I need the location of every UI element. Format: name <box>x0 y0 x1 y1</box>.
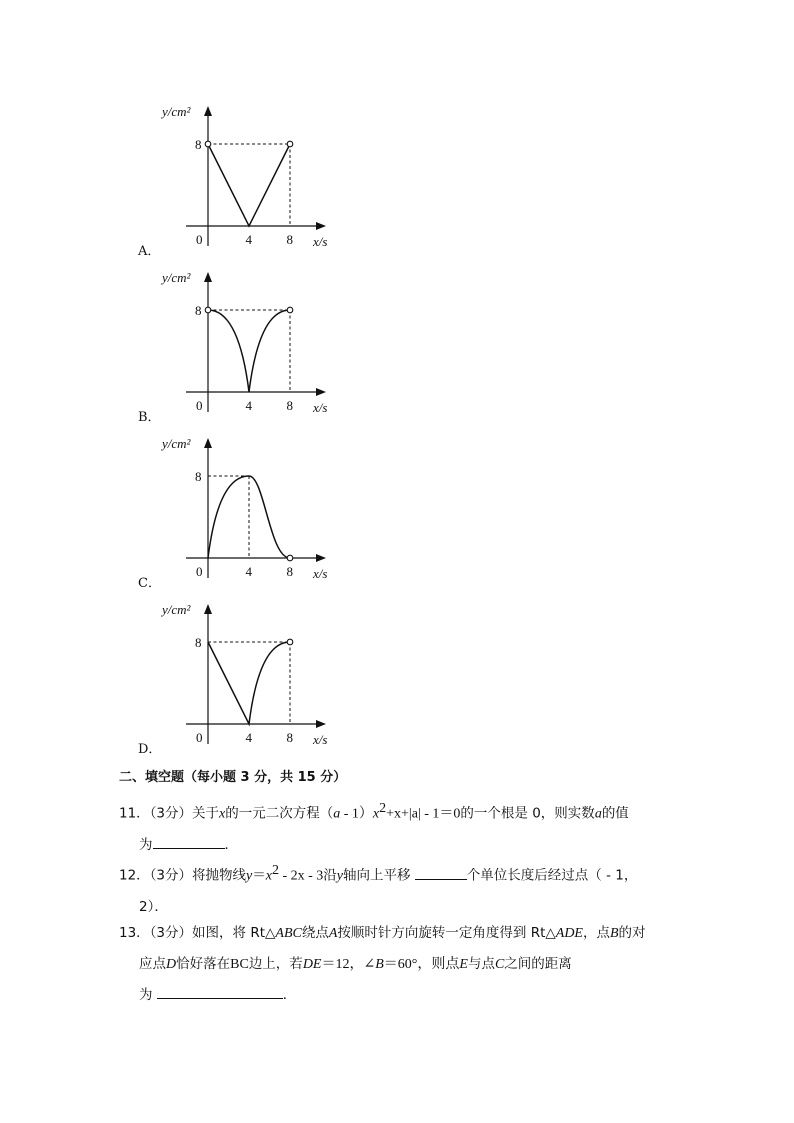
question-13 <box>119 918 679 1010</box>
q13-score: （3分） <box>149 925 193 941</box>
q12-number: 12． <box>119 867 150 884</box>
q13-number: 13． <box>119 925 150 941</box>
q11-text-2: 的一元二次方程（ <box>225 805 334 822</box>
graph-c-open-point-1 <box>287 555 293 561</box>
q12-text-2: ＝ <box>252 867 266 884</box>
graph-b-x-axis-label: x/s <box>313 400 328 415</box>
q12-sup: 2 <box>271 863 279 878</box>
graph-a-open-point-2 <box>287 141 293 147</box>
graph-a-curve <box>208 144 290 226</box>
q11-var-a2: a <box>594 806 602 822</box>
q13-B: B <box>609 926 619 941</box>
question-12 <box>119 856 679 922</box>
q13-text-14: ． <box>282 987 297 1003</box>
q11-text-3: - 1） <box>340 806 373 822</box>
q13-BC: BC <box>230 957 249 972</box>
graph-option-a <box>150 98 350 258</box>
q11-number: 11． <box>119 805 150 822</box>
q13-text-12: 之间的距离 <box>504 956 572 972</box>
graph-a-y-axis-label: y/cm² <box>162 104 191 119</box>
q11-line-2 <box>119 830 679 860</box>
graph-a-x-tick-4: 4 <box>245 232 252 247</box>
q13-text-8: 边上，若 <box>248 956 303 972</box>
section-title: 二、填空题（每小题 3 分，共 15 分） <box>119 770 347 785</box>
graph-a-y-tick-8: 8 <box>195 137 202 152</box>
q12-text-6: 个单位长度后经过点（ - 1， <box>466 867 638 884</box>
q11-answer-blank[interactable] <box>153 832 225 849</box>
graph-d-x-tick-8: 8 <box>286 730 293 745</box>
q13-line-2 <box>119 949 679 980</box>
q11-sup: 2 <box>379 801 387 816</box>
q13-line-3 <box>119 980 679 1010</box>
graph-a-x-arrow <box>316 222 326 230</box>
q11-text-5: +x+|a| - 1＝0 <box>386 806 461 822</box>
graph-d-x-arrow <box>316 720 326 728</box>
q13-text-2: 绕点 <box>301 925 329 941</box>
q13-abc: ABC <box>275 926 302 941</box>
graph-b-x-tick-4: 4 <box>245 398 252 413</box>
graph-b-origin-label: 0 <box>196 398 203 413</box>
q13-text-10: ＝60°，则点 <box>383 957 460 972</box>
q11-score: （3分） <box>149 805 193 822</box>
graph-c-x-tick-4: 4 <box>245 564 252 579</box>
graph-a-y-arrow <box>204 106 212 116</box>
q11-text-1: 关于 <box>192 805 220 822</box>
graph-a-origin-label: 0 <box>196 232 203 247</box>
q13-ade: ADE <box>555 926 583 941</box>
q12-text-4: 沿 <box>323 867 337 884</box>
q13-DE: DE <box>302 957 322 972</box>
q13-text-4: ，点 <box>582 925 610 941</box>
graph-d-x-axis-label: x/s <box>313 732 328 747</box>
q12-line-2: 2）． <box>139 898 168 915</box>
graph-b-svg <box>150 264 350 424</box>
graph-d-svg <box>150 596 350 756</box>
graph-d-origin-label: 0 <box>196 730 203 745</box>
q13-A: A <box>328 926 338 941</box>
graph-c-svg <box>150 430 350 590</box>
graph-a-open-point-1 <box>205 141 211 147</box>
graph-d-y-tick-8: 8 <box>195 635 202 650</box>
q11-var-x: x <box>219 806 226 822</box>
q13-text-5: 的对 <box>618 925 646 941</box>
option-c-label: C． <box>138 576 161 591</box>
q13-text-3: 按顺时针方向旋转一定角度得到 Rt△ <box>337 925 556 941</box>
q12-text-5: 轴向上平移 <box>343 867 411 884</box>
graph-d-curve <box>208 642 290 724</box>
q13-text-9: ＝12，∠ <box>321 957 376 972</box>
q11-text-7: 的值 <box>601 805 629 822</box>
q12-answer-blank[interactable] <box>415 863 467 880</box>
q11-text-9: ． <box>224 836 238 853</box>
q13-text-11: 与点 <box>467 956 495 972</box>
q13-text-7: 恰好落在 <box>176 956 231 972</box>
q11-text-8: 为 <box>139 836 153 853</box>
graph-d-y-arrow <box>204 604 212 614</box>
q12-var-y2: y <box>336 868 344 884</box>
q13-text-6: 应点 <box>139 956 166 972</box>
graph-c-x-arrow <box>316 554 326 562</box>
q13-text-13: 为 <box>139 987 153 1003</box>
option-b-label: B． <box>138 410 161 425</box>
graph-c-x-tick-8: 8 <box>286 564 293 579</box>
graph-d-y-axis-label: y/cm² <box>162 602 191 617</box>
question-11 <box>119 794 679 860</box>
graph-c-y-arrow <box>204 438 212 448</box>
q13-D: D <box>166 957 177 972</box>
graph-c-origin-label: 0 <box>196 564 203 579</box>
q11-var-a: a <box>333 806 341 822</box>
graph-c-y-axis-label: y/cm² <box>162 436 191 451</box>
graph-option-c <box>150 430 350 590</box>
q13-B2: B <box>375 957 384 972</box>
graph-d-x-tick-4: 4 <box>245 730 252 745</box>
graph-b-curve <box>208 310 290 392</box>
graph-a-x-tick-8: 8 <box>286 232 293 247</box>
graph-c-x-axis-label: x/s <box>313 566 328 581</box>
graph-c-y-tick-8: 8 <box>195 469 202 484</box>
graph-b-y-tick-8: 8 <box>195 303 202 318</box>
q13-text-1: 如图，将 Rt△ <box>192 925 276 941</box>
graph-a-svg <box>150 98 350 258</box>
option-a-label: A． <box>138 244 161 259</box>
graph-b-open-point-1 <box>205 307 211 313</box>
graph-option-b <box>150 264 350 424</box>
q12-text-1: 将抛物线 <box>192 867 247 884</box>
graph-b-x-tick-8: 8 <box>286 398 293 413</box>
q13-C: C <box>494 957 505 972</box>
graph-b-x-arrow <box>316 388 326 396</box>
graph-b-y-arrow <box>204 272 212 282</box>
q11-text-6: 的一个根是 0，则实数 <box>460 805 595 822</box>
q12-var-y: y <box>246 868 253 884</box>
graph-b-y-axis-label: y/cm² <box>162 270 191 285</box>
q13-E: E <box>459 957 468 972</box>
q12-text-3: - 2x - 3 <box>278 868 324 884</box>
q11-var-x2: x <box>372 806 380 822</box>
graph-option-d <box>150 596 350 756</box>
q12-var-x: x <box>265 868 272 884</box>
q13-answer-blank[interactable] <box>157 982 283 999</box>
graph-b-open-point-2 <box>287 307 293 313</box>
option-d-label: D． <box>138 742 162 757</box>
graph-a-x-axis-label: x/s <box>313 234 328 249</box>
q12-score: （3分） <box>149 867 193 884</box>
graph-d-open-point-1 <box>287 639 293 645</box>
